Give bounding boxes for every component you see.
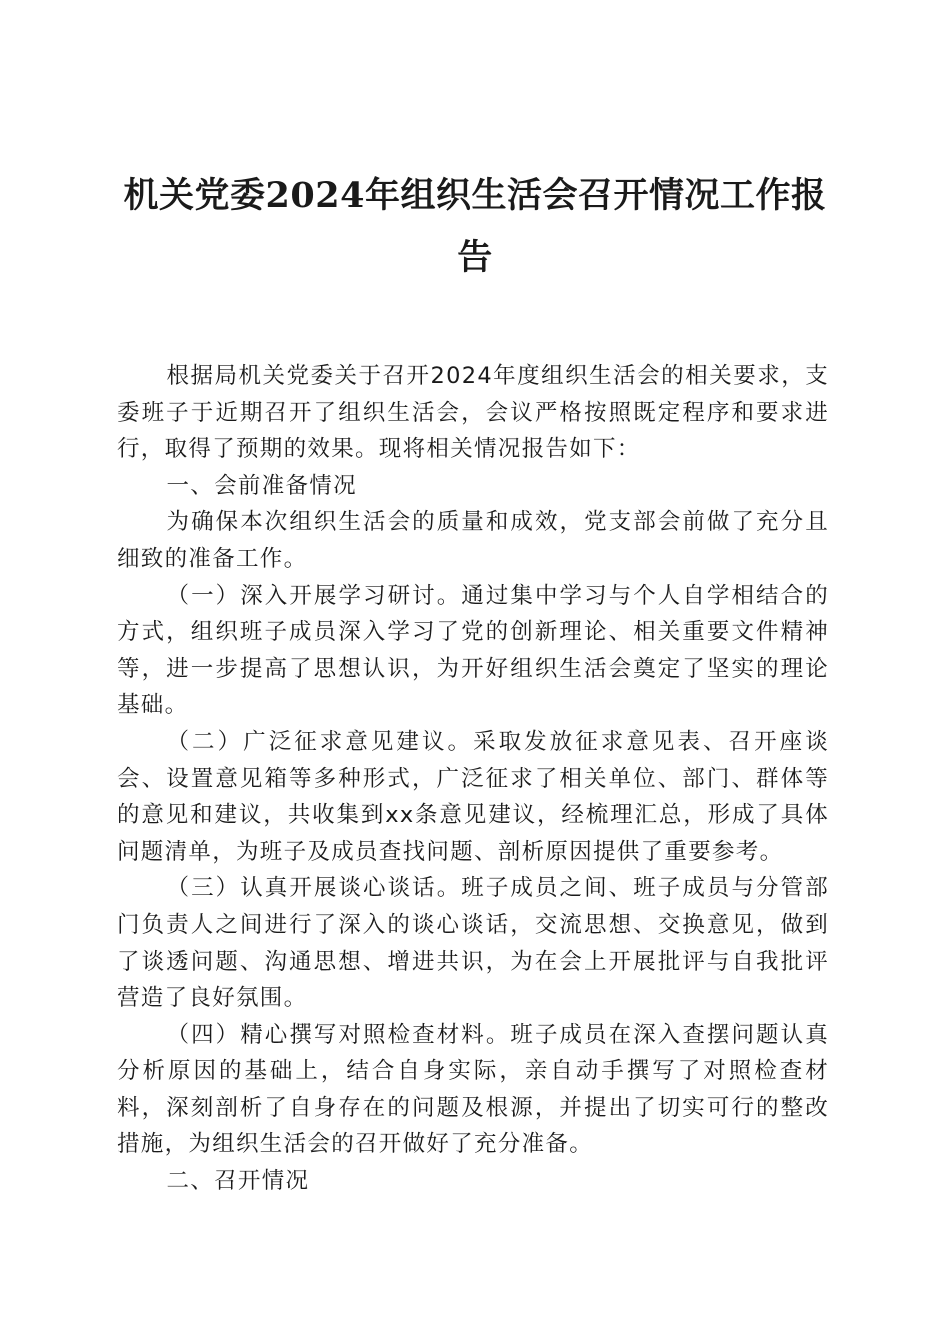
subsection-3: （三）认真开展谈心谈话。班子成员之间、班子成员与分管部门负责人之间进行了深入的谈心谈话，交流思想、交换意见，做到了谈透问题、沟通思想、增进共识，为在会上开展批评与自我批评营造了良好氛围。 (117, 875, 829, 1012)
document-body (117, 358, 829, 1200)
subsection-4: （四）精心撰写对照检查材料。班子成员在深入查摆问题认真分析原因的基础上，结合自身实际，亲自动手撰写了对照检查材料，深刻剖析了自身存在的问题及根源，并提出了切实可行的整改措施，为组织生活会的召开做好了充分准备。 (117, 1021, 829, 1158)
section-1-intro: 为确保本次组织生活会的质量和成效，党支部会前做了充分且细致的准备工作。 (117, 509, 829, 572)
document-title: 机关党委2024年组织生活会召开情况工作报告 (123, 175, 827, 278)
intro-paragraph: 根据局机关党委关于召开2024年度组织生活会的相关要求，支委班子于近期召开了组织生活会，会议严格按照既定程序和要求进行，取得了预期的效果。现将相关情况报告如下： (117, 363, 829, 463)
subsection-2: （二）广泛征求意见建议。采取发放征求意见表、召开座谈会、设置意见箱等多种形式，广泛征求了相关单位、部门、群体等的意见和建议，共收集到xx条意见建议，经梳理汇总，形成了具体问题清单，为班子及成员查找问题、剖析原因提供了重要参考。 (117, 728, 829, 865)
subsection-1: （一）深入开展学习研讨。通过集中学习与个人自学相结合的方式，组织班子成员深入学习了党的创新理论、相关重要文件精神等，进一步提高了思想认识，为开好组织生活会奠定了坚实的理论基础。 (117, 582, 829, 719)
section-heading-1: 一、会前准备情况 (166, 472, 357, 499)
section-heading-2: 二、召开情况 (166, 1168, 310, 1195)
